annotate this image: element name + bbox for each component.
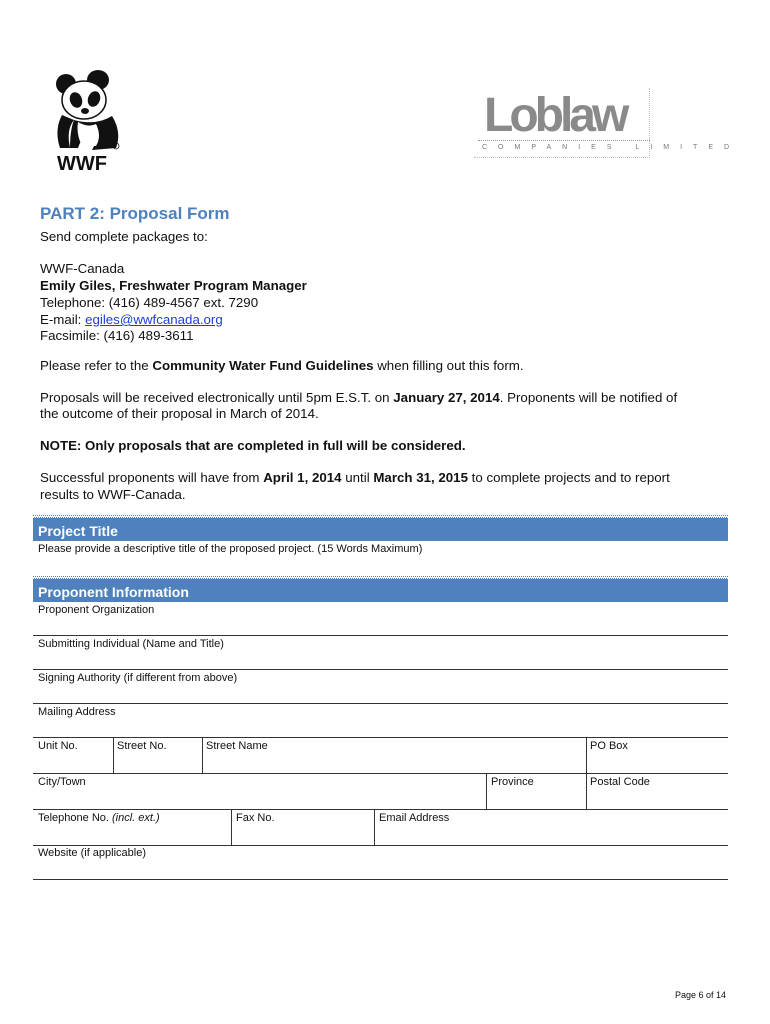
wwf-text: WWF xyxy=(57,153,107,172)
proposals-text-line2: the outcome of their proposal in March of 2014. xyxy=(40,406,319,421)
organization-field[interactable] xyxy=(33,602,728,634)
loblaw-wordmark: Loblaw xyxy=(484,89,626,142)
province-label: Province xyxy=(491,776,534,788)
contact-fax: Facsimile: (416) 489-3611 xyxy=(40,328,194,343)
unit-no-field[interactable] xyxy=(33,738,113,772)
street-no-label: Street No. xyxy=(117,740,167,752)
page-title: PART 2: Proposal Form xyxy=(40,204,230,223)
province-field[interactable] xyxy=(487,774,586,808)
postal-code-field[interactable] xyxy=(587,774,728,808)
email-address-field[interactable] xyxy=(375,810,728,844)
submitting-individual-field[interactable] xyxy=(33,636,728,668)
fax-label: Fax No. xyxy=(236,812,275,824)
wwf-logo xyxy=(52,70,128,172)
contact-email-label: E-mail: xyxy=(40,312,86,327)
signing-authority-label: Signing Authority (if different from above) xyxy=(38,672,238,684)
street-name-field[interactable] xyxy=(203,738,586,772)
unit-no-label: Unit No. xyxy=(38,740,78,752)
project-title-field[interactable] xyxy=(33,557,728,575)
website-field[interactable] xyxy=(33,846,728,878)
website-label: Website (if applicable) xyxy=(38,847,147,859)
street-name-label: Street Name xyxy=(206,740,268,752)
send-to-text: Send complete packages to: xyxy=(40,229,208,244)
signing-authority-field[interactable] xyxy=(33,670,728,702)
po-box-label: PO Box xyxy=(590,740,628,752)
proponent-info-header: Proponent Information xyxy=(33,578,728,602)
successful-text: Successful proponents will have from April 1, 2014 until March 31, 2015 to complete projects and to report xyxy=(40,470,670,485)
proposals-text: Proposals will be received electronically until 5pm E.S.T. on January 27, 2014. Proponents will be notified of xyxy=(40,390,678,405)
email-address-label: Email Address xyxy=(379,812,450,824)
contact-email-line xyxy=(40,311,223,328)
mailing-address-label: Mailing Address xyxy=(38,706,116,718)
contact-email-link[interactable]: egiles@wwfcanada.org xyxy=(85,312,223,327)
loblaw-logo xyxy=(474,88,741,158)
postal-code-label: Postal Code xyxy=(590,776,650,788)
city-label: City/Town xyxy=(38,776,86,788)
note-text: NOTE: Only proposals that are completed in full will be considered. xyxy=(40,438,466,453)
page-number: Page 6 of 14 xyxy=(674,990,726,1000)
city-field[interactable] xyxy=(33,774,486,808)
project-title-hint: Please provide a descriptive title of the proposed project. (15 Words Maximum) xyxy=(38,543,423,555)
contact-name: Emily Giles, Freshwater Program Manager xyxy=(40,278,307,293)
street-no-field[interactable] xyxy=(114,738,202,772)
po-box-field[interactable] xyxy=(587,738,728,772)
refer-text: Please refer to the Community Water Fund Guidelines when filling out this form. xyxy=(40,358,524,373)
telephone-field[interactable] xyxy=(33,810,231,844)
telephone-label: Telephone No. (incl. ext.) xyxy=(38,812,160,824)
fax-field[interactable] xyxy=(232,810,374,844)
submitting-individual-label: Submitting Individual (Name and Title) xyxy=(38,638,224,650)
contact-telephone: Telephone: (416) 489-4567 ext. 7290 xyxy=(40,295,259,310)
panda-icon xyxy=(52,70,128,172)
successful-text-line2: results to WWF-Canada. xyxy=(40,487,186,502)
project-title-header: Project Title xyxy=(33,517,728,541)
loblaw-subtitle: COMPANIES LIMITED xyxy=(482,144,741,151)
organization-label: Proponent Organization xyxy=(38,604,155,616)
contact-org: WWF-Canada xyxy=(40,261,125,276)
